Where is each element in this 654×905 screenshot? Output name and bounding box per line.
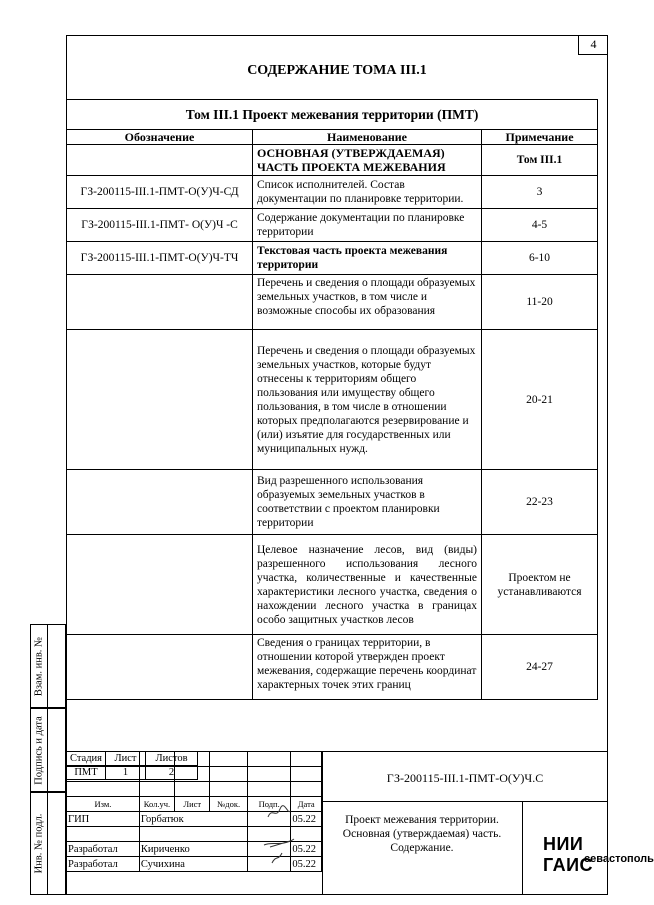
stamp-header: Кол.уч. [139,797,174,812]
person-date: 05.22 [291,857,322,872]
row-note: Том III.1 [482,145,598,176]
col-note: Примечание [482,130,598,145]
row-note: 20-21 [482,330,598,470]
row-name: Перечень и сведения о площади образуемых земельных участков, в том числе и возможные способы их образования [253,275,482,330]
row-name: Сведения о границах территории, в отношении которой утвержден проект межевания, содержащие перечень координат характерных точек этих границ [253,635,482,700]
stage-label: Стадия [67,752,106,766]
row-code [67,275,253,330]
table-row [67,176,598,209]
row-name: Список исполнителей. Состав документации по планировке территории. [253,176,482,209]
person-role: Разработал [67,857,140,872]
row-code [67,535,253,635]
contents-table [66,99,598,700]
table-row [67,635,598,700]
row-note: 3 [482,176,598,209]
sheet-value: 1 [106,766,146,780]
row-note: 22-23 [482,470,598,535]
row-name: ОСНОВНАЯ (УТВЕРЖДАЕМАЯ) ЧАСТЬ ПРОЕКТА МЕЖЕВАНИЯ [253,145,482,176]
side-label: Взам. инв. № [33,636,45,697]
row-note: 11-20 [482,275,598,330]
sheets-label: Листов [146,752,198,766]
table-row [67,275,598,330]
stamp-header: №док. [210,797,248,812]
table-row [67,330,598,470]
person-name: Горбатюк [139,812,247,827]
table-row [67,145,598,176]
sheet-number: 4 [578,35,608,55]
row-code: ГЗ-200115-III.1-ПМТ-О(У)Ч-ТЧ [67,242,253,275]
volume-header: Том III.1 Проект межевания территории (ПМТ) [67,100,598,130]
row-code [67,635,253,700]
stamp-title: Проект межевания территории. Основная (утверждаемая) часть. Содержание. [342,814,502,854]
side-label: Подпись и дата [33,716,45,785]
person-role: Разработал [67,842,140,857]
signature-marks [262,801,296,867]
person-name: Кириченко [139,842,247,857]
table-row [67,470,598,535]
person-date: 05.22 [291,812,322,827]
row-name: Перечень и сведения о площади образуемых земельных участков, которые будут отнесены к территориям общего пользования или имуществу общего пользования, в том числе в отношении которых предполагаются резервирование и (или) изъятие для государственных или муниципальных нужд. [253,330,482,470]
side-stamp-signature [30,708,66,792]
col-name: Наименование [253,130,482,145]
side-stamp-inventory [30,792,66,895]
row-code: ГЗ-200115-III.1-ПМТ-О(У)Ч-СД [67,176,253,209]
row-name: Содержание документации по планировке территории [253,209,482,242]
organization-logo: НИИ ГАИС [543,834,594,875]
stamp-header: Дата [291,797,322,812]
row-code [67,470,253,535]
row-code [67,330,253,470]
stamp-header: Подп. [247,797,290,812]
table-row [67,535,598,635]
stamp-code: ГЗ-200115-III.1-ПМТ-О(У)Ч.С [386,771,544,785]
organization-city: севастополь [584,853,654,865]
title-block [66,751,654,895]
sheets-value: 2 [146,766,198,780]
row-name: Текстовая часть проекта межевания территории [253,242,482,275]
stamp-header: Изм. [67,797,140,812]
stage-value: ПМТ [67,766,106,780]
person-name: Сучихина [139,857,247,872]
person-role: ГИП [67,812,140,827]
table-row [67,209,598,242]
row-name: Целевое назначение лесов, вид (виды) разрешенного использования лесного участка, количественные и качественные характеристики лесного участка, сведения о нахождении лесного участка в границах особо защитных участков лесов [253,535,482,635]
stamp-header: Лист [175,797,210,812]
table-row [67,242,598,275]
person-date: 05.22 [291,842,322,857]
document-title: СОДЕРЖАНИЕ ТОМА III.1 [247,63,427,78]
col-designation: Обозначение [67,130,253,145]
row-name: Вид разрешенного использования образуемых земельных участков в соответствии с проектом планировки территории [253,470,482,535]
row-note: 4-5 [482,209,598,242]
sheet-label: Лист [106,752,146,766]
stage-table [66,751,198,780]
row-code: ГЗ-200115-III.1-ПМТ- О(У)Ч -С [67,209,253,242]
row-code [67,145,253,176]
row-note: Проектом не устанавливаются [482,535,598,635]
side-label: Инв. № подл. [33,813,45,874]
side-stamp-replaced [30,624,66,708]
row-note: 24-27 [482,635,598,700]
row-note: 6-10 [482,242,598,275]
